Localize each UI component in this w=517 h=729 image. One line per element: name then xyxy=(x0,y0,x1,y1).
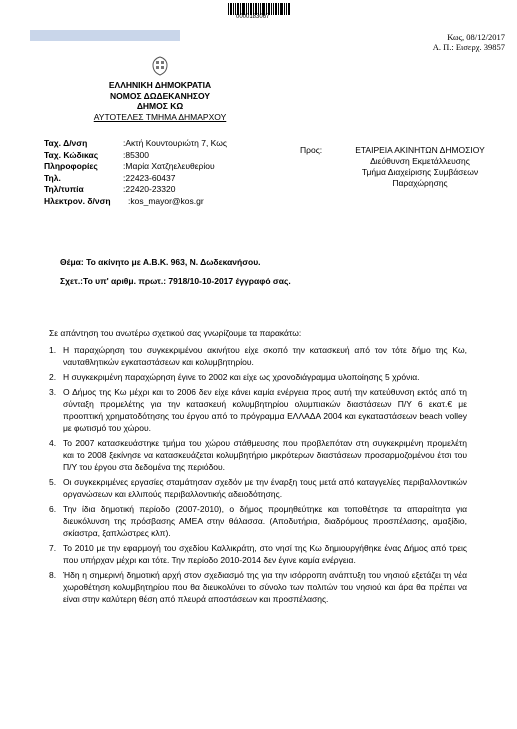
contact-value: :Μαρία Χατζηελευθερίου xyxy=(123,161,215,172)
list-item-text: Το 2007 κατασκευάστηκε τμήμα του χώρου στάθμευσης που προβλεπόταν στη συγκεκριμένη προμελέτη και το 2008 ξεκίνησε να κατασκευάζεται κολυμβητήριο μικρότερων διαστάσεων προσαρμοζομένου έτσι του Π/Υ του έργου στα δεδομένα της περιόδου. xyxy=(63,438,467,472)
list-item-text: Ο Δήμος της Κω μέχρι και το 2006 δεν είχε κάνει καμία ενέργεια προς αυτή την κατεύθυνση εκτός από τη σύνταξη προμελέτης για την κατασκευή κολυμβητηρίου ολυμπιακών διαστάσεων Π/Υ 6 εκατ.€ με προοπτική χρηματοδότησης του έργου από το πρόγραμμα ΕΛΛΑΔΑ 2004 και εγκαταστάσεων beach volley με φωτισμό του χώρου. xyxy=(63,387,467,433)
intro-text: Σε απάντηση του ανωτέρω σχετικού σας γνωρίζουμε τα παρακάτω: xyxy=(49,328,302,338)
contact-row xyxy=(44,173,227,185)
header-line-municipality: ΔΗΜΟΣ ΚΩ xyxy=(136,101,184,111)
recipient-first-line xyxy=(300,145,510,156)
contact-label: Τηλ. xyxy=(44,172,61,183)
list-item-number: 4. xyxy=(49,438,57,448)
contact-label: Τηλ/τυπία xyxy=(44,184,84,195)
header-line-republic: ΕΛΛΗΝΙΚΗ ΔΗΜΟΚΡΑΤΙΑ xyxy=(108,80,212,90)
header-line-prefecture: ΝΟΜΟΣ ΔΩΔΕΚΑΝΗΣΟΥ xyxy=(110,90,210,101)
list-item-number: 6. xyxy=(49,504,57,514)
contact-label: Ταχ. Κώδικας xyxy=(44,149,99,160)
date-line: Κως, 08/12/2017 xyxy=(447,32,505,42)
recipient-section-cont: Παραχώρησης xyxy=(392,178,448,188)
contact-value: :Ακτή Κουντουριώτη 7, Κως xyxy=(123,138,227,148)
list-item xyxy=(49,386,467,434)
contact-value: :85300 xyxy=(123,149,149,160)
contact-row xyxy=(44,138,227,150)
reference-line: Σχετ.:Το υπ' αριθμ. πρωτ.: 7918/10-10-2017 έγγραφό σας. xyxy=(60,276,291,286)
list-item xyxy=(49,344,467,368)
contact-row xyxy=(44,184,227,196)
list-item-text: Η συγκεκριμένη παραχώρηση έγινε το 2002 και είχε ως χρονοδιάγραμμα υλοποίησης 5 χρόνια. xyxy=(63,372,420,382)
date-protocol-block xyxy=(433,32,505,52)
contact-label: Ταχ. Δ/νση xyxy=(44,138,88,148)
list-item-number: 8. xyxy=(49,570,57,580)
contact-value: :kos_mayor@kos.gr xyxy=(128,195,204,206)
list-item xyxy=(49,437,467,473)
list-item-number: 2. xyxy=(49,372,57,382)
list-item-number: 5. xyxy=(49,477,57,487)
contact-value: :22423-60437 xyxy=(123,172,176,183)
list-item xyxy=(49,503,467,539)
list-item xyxy=(49,542,467,566)
greek-emblem-icon xyxy=(151,55,169,76)
contact-info xyxy=(44,138,227,208)
recipient-block xyxy=(300,145,510,189)
list-item-number: 1. xyxy=(49,345,57,355)
recipient-to-label: Προς: xyxy=(300,145,323,155)
list-item-number: 7. xyxy=(49,543,57,553)
contact-row xyxy=(44,161,227,173)
list-item-number: 3. xyxy=(49,387,57,397)
list-item xyxy=(49,569,467,605)
contact-row xyxy=(44,196,227,208)
recipient-section: Τμήμα Διαχείρισης Συμβάσεων xyxy=(361,167,479,177)
list-item-text: Ήδη η σημερινή δημοτική αρχή στον σχεδιασμό της για την ισόρροπη ανάπτυξη του νησιού εξετάζει τη νέα χωροθέτηση κολυμβητηρίου που θα διευκολύνει το σύνολο των πολιτών του νησιού και άρα θα πρέπει να είναι στην καλύτερη θέση από πλευρά αποστάσεων και προσπέλασης. xyxy=(63,570,467,604)
subject-line: Θέμα: Το ακίνητο με Α.Β.Κ. 963, Ν. Δωδεκανήσου. xyxy=(60,257,261,267)
contact-label: Πληροφορίες xyxy=(44,161,98,172)
list-item xyxy=(49,476,467,500)
list-item-text: Η παραχώρηση του συγκεκριμένου ακινήτου είχε σκοπό την κατασκευή από τον τότε δήμο της Κω, ναυταθλητικών εγκαταστάσεων και κολυμβητηρίου. xyxy=(63,345,467,367)
list-item-text: Την ίδια δημοτική περίοδο (2007-2010), ο δήμος προμηθεύτηκε και τοποθέτησε τα απαραίτητα για διευκόλυνση της πρόσβασης ΑΜΕΑ στην θάλασσα. (Αποδυτήρια, διαδρόμους προσπέλασης, αμαξίδιο, σκίαστρα, ξαπλώστρες κλπ). xyxy=(63,504,467,538)
contact-value: :22420-23320 xyxy=(123,184,176,195)
contact-label: Ηλεκτρον. δ/νση xyxy=(44,195,111,206)
issuer-header xyxy=(60,80,260,122)
protocol-line: Α. Π.: Εισερχ. 39857 xyxy=(432,42,505,52)
numbered-list xyxy=(49,344,467,608)
header-line-department: ΑΥΤΟΤΕΛΕΣ ΤΜΗΜΑ ΔΗΜΑΡΧΟΥ xyxy=(93,111,227,122)
list-item-text: Οι συγκεκριμένες εργασίες σταμάτησαν σχεδόν με την έναρξη τους μετά από καταγγελίες περιβαλλοντικών οργανώσεων και ελλιπούς περιβαλλοντικής αδειοδότησης. xyxy=(63,477,467,499)
barcode-number: 0000183067 xyxy=(236,14,270,20)
contact-row xyxy=(44,150,227,162)
list-item xyxy=(49,371,467,383)
redaction-box xyxy=(30,30,180,41)
recipient-directorate: Διεύθυνση Εκμετάλλευσης xyxy=(370,156,470,166)
recipient-org: ΕΤΑΙΡΕΙΑ ΑΚΙΝΗΤΩΝ ΔΗΜΟΣΙΟΥ xyxy=(355,145,485,155)
list-item-text: Το 2010 με την εφαρμογή του σχεδίου Καλλικράτη, στο νησί της Κω δημιουργήθηκε ένας Δήμος από τρεις που υπήρχαν μέχρι και τότε. Την περίοδο 2010-2014 δεν έγινε καμία ενέργεια. xyxy=(63,543,467,565)
